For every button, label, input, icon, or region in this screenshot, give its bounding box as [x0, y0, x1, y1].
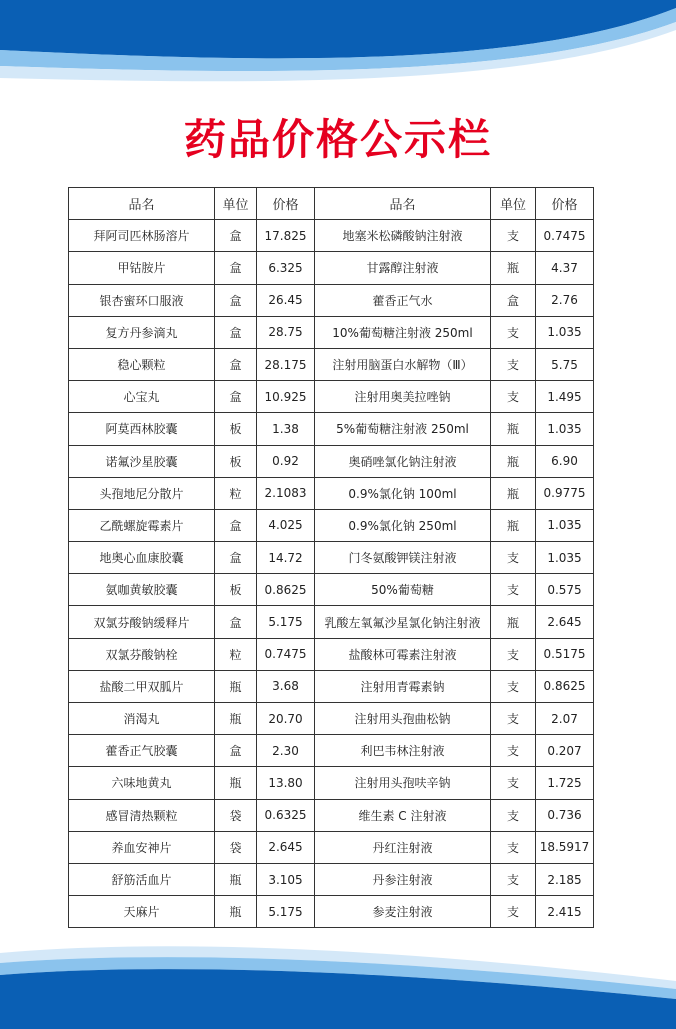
unit-right: 支	[491, 348, 536, 380]
price-left: 0.6325	[257, 799, 315, 831]
price-left: 3.105	[257, 863, 315, 895]
unit-right: 支	[491, 670, 536, 702]
drug-name-right: 注射用脑蛋白水解物（Ⅲ）	[315, 348, 491, 380]
price-left: 1.38	[257, 413, 315, 445]
table-row	[69, 638, 594, 670]
table-row	[69, 606, 594, 638]
unit-right: 瓶	[491, 252, 536, 284]
table-row	[69, 670, 594, 702]
price-right: 4.37	[536, 252, 594, 284]
price-left: 0.7475	[257, 638, 315, 670]
price-right: 2.415	[536, 896, 594, 928]
unit-left: 盒	[215, 252, 257, 284]
table-row	[69, 316, 594, 348]
price-left: 0.92	[257, 445, 315, 477]
price-right: 6.90	[536, 445, 594, 477]
unit-left: 瓶	[215, 670, 257, 702]
drug-name-right: 地塞米松磷酸钠注射液	[315, 220, 491, 252]
bottom-wave-decoration	[0, 929, 676, 1029]
price-left: 2.30	[257, 735, 315, 767]
price-left: 20.70	[257, 703, 315, 735]
drug-name-right: 奥硝唑氯化钠注射液	[315, 445, 491, 477]
drug-name-right: 注射用青霉素钠	[315, 670, 491, 702]
drug-name-left: 心宝丸	[69, 381, 215, 413]
unit-left: 盒	[215, 542, 257, 574]
price-table	[68, 187, 594, 928]
drug-name-left: 舒筋活血片	[69, 863, 215, 895]
unit-left: 粒	[215, 477, 257, 509]
unit-left: 粒	[215, 638, 257, 670]
table-row	[69, 252, 594, 284]
price-left: 2.645	[257, 831, 315, 863]
price-left: 3.68	[257, 670, 315, 702]
drug-name-right: 甘露醇注射液	[315, 252, 491, 284]
drug-name-right: 注射用头孢曲松钠	[315, 703, 491, 735]
unit-left: 盒	[215, 735, 257, 767]
drug-name-left: 双氯芬酸钠栓	[69, 638, 215, 670]
unit-left: 瓶	[215, 863, 257, 895]
header-price-left: 价格	[257, 188, 315, 220]
table-body	[69, 220, 594, 928]
unit-left: 盒	[215, 606, 257, 638]
price-right: 0.9775	[536, 477, 594, 509]
table-header-row	[69, 188, 594, 220]
unit-left: 盒	[215, 220, 257, 252]
table-row	[69, 799, 594, 831]
unit-right: 瓶	[491, 509, 536, 541]
unit-left: 板	[215, 574, 257, 606]
table-row	[69, 735, 594, 767]
unit-right: 瓶	[491, 477, 536, 509]
price-left: 0.8625	[257, 574, 315, 606]
drug-name-left: 感冒清热颗粒	[69, 799, 215, 831]
unit-right: 瓶	[491, 445, 536, 477]
top-wave-decoration	[0, 0, 676, 100]
drug-name-left: 六味地黄丸	[69, 767, 215, 799]
drug-name-right: 0.9%氯化钠 250ml	[315, 509, 491, 541]
drug-name-left: 甲钴胺片	[69, 252, 215, 284]
drug-name-right: 10%葡萄糖注射液 250ml	[315, 316, 491, 348]
drug-name-left: 地奥心血康胶囊	[69, 542, 215, 574]
drug-name-left: 阿莫西林胶囊	[69, 413, 215, 445]
table-row	[69, 413, 594, 445]
unit-left: 瓶	[215, 767, 257, 799]
drug-name-left: 养血安神片	[69, 831, 215, 863]
price-right: 2.07	[536, 703, 594, 735]
price-left: 10.925	[257, 381, 315, 413]
header-name-left: 品名	[69, 188, 215, 220]
drug-name-right: 0.9%氯化钠 100ml	[315, 477, 491, 509]
table-row	[69, 381, 594, 413]
drug-name-left: 头孢地尼分散片	[69, 477, 215, 509]
drug-name-right: 丹参注射液	[315, 863, 491, 895]
unit-right: 支	[491, 703, 536, 735]
price-left: 14.72	[257, 542, 315, 574]
drug-name-left: 盐酸二甲双胍片	[69, 670, 215, 702]
unit-left: 瓶	[215, 703, 257, 735]
unit-left: 板	[215, 445, 257, 477]
unit-right: 支	[491, 638, 536, 670]
drug-name-left: 乙酰螺旋霉素片	[69, 509, 215, 541]
price-right: 1.035	[536, 413, 594, 445]
page-title: 药品价格公示栏	[183, 115, 492, 164]
price-right: 0.5175	[536, 638, 594, 670]
table-row	[69, 220, 594, 252]
price-left: 5.175	[257, 606, 315, 638]
unit-right: 支	[491, 863, 536, 895]
table-row	[69, 863, 594, 895]
unit-left: 盒	[215, 509, 257, 541]
price-left: 26.45	[257, 284, 315, 316]
unit-right: 支	[491, 574, 536, 606]
table-row	[69, 542, 594, 574]
price-left: 6.325	[257, 252, 315, 284]
drug-name-right: 丹红注射液	[315, 831, 491, 863]
table-row	[69, 477, 594, 509]
drug-name-left: 银杏蜜环口服液	[69, 284, 215, 316]
unit-left: 瓶	[215, 896, 257, 928]
price-left: 17.825	[257, 220, 315, 252]
drug-name-left: 复方丹参滴丸	[69, 316, 215, 348]
unit-right: 支	[491, 799, 536, 831]
price-left: 13.80	[257, 767, 315, 799]
price-right: 1.035	[536, 316, 594, 348]
drug-name-left: 诺氟沙星胶囊	[69, 445, 215, 477]
table-row	[69, 348, 594, 380]
drug-name-left: 拜阿司匹林肠溶片	[69, 220, 215, 252]
header-unit-right: 单位	[491, 188, 536, 220]
drug-name-right: 乳酸左氧氟沙星氯化钠注射液	[315, 606, 491, 638]
unit-left: 盒	[215, 284, 257, 316]
unit-right: 瓶	[491, 606, 536, 638]
drug-name-left: 消渴丸	[69, 703, 215, 735]
table-row	[69, 767, 594, 799]
drug-name-right: 注射用奥美拉唑钠	[315, 381, 491, 413]
drug-name-left: 藿香正气胶囊	[69, 735, 215, 767]
price-right: 18.5917	[536, 831, 594, 863]
price-right: 2.185	[536, 863, 594, 895]
drug-name-left: 氨咖黄敏胶囊	[69, 574, 215, 606]
price-right: 2.76	[536, 284, 594, 316]
price-right: 0.736	[536, 799, 594, 831]
drug-name-right: 利巴韦林注射液	[315, 735, 491, 767]
unit-right: 盒	[491, 284, 536, 316]
drug-name-right: 50%葡萄糖	[315, 574, 491, 606]
drug-name-right: 注射用头孢呋辛钠	[315, 767, 491, 799]
table-row	[69, 896, 594, 928]
price-left: 2.1083	[257, 477, 315, 509]
header-name-right: 品名	[315, 188, 491, 220]
header-price-right: 价格	[536, 188, 594, 220]
price-right: 1.035	[536, 542, 594, 574]
price-left: 28.175	[257, 348, 315, 380]
unit-left: 盒	[215, 348, 257, 380]
price-right: 1.725	[536, 767, 594, 799]
price-right: 0.8625	[536, 670, 594, 702]
drug-name-left: 稳心颗粒	[69, 348, 215, 380]
price-right: 0.575	[536, 574, 594, 606]
drug-name-right: 盐酸林可霉素注射液	[315, 638, 491, 670]
unit-right: 支	[491, 831, 536, 863]
unit-left: 盒	[215, 316, 257, 348]
unit-right: 支	[491, 735, 536, 767]
header-unit-left: 单位	[215, 188, 257, 220]
table-row	[69, 703, 594, 735]
price-right: 1.035	[536, 509, 594, 541]
drug-name-left: 天麻片	[69, 896, 215, 928]
unit-left: 袋	[215, 799, 257, 831]
unit-right: 支	[491, 767, 536, 799]
table-row	[69, 831, 594, 863]
drug-name-right: 维生素 C 注射液	[315, 799, 491, 831]
price-right: 5.75	[536, 348, 594, 380]
price-right: 0.207	[536, 735, 594, 767]
drug-name-right: 参麦注射液	[315, 896, 491, 928]
table-row	[69, 574, 594, 606]
drug-name-right: 5%葡萄糖注射液 250ml	[315, 413, 491, 445]
unit-left: 板	[215, 413, 257, 445]
unit-right: 支	[491, 220, 536, 252]
price-right: 2.645	[536, 606, 594, 638]
price-left: 28.75	[257, 316, 315, 348]
table-row	[69, 445, 594, 477]
unit-right: 支	[491, 381, 536, 413]
unit-right: 瓶	[491, 413, 536, 445]
drug-name-right: 门冬氨酸钾镁注射液	[315, 542, 491, 574]
drug-name-right: 藿香正气水	[315, 284, 491, 316]
price-left: 4.025	[257, 509, 315, 541]
unit-left: 盒	[215, 381, 257, 413]
table-row	[69, 509, 594, 541]
unit-right: 支	[491, 542, 536, 574]
table-row	[69, 284, 594, 316]
unit-left: 袋	[215, 831, 257, 863]
price-left: 5.175	[257, 896, 315, 928]
price-right: 0.7475	[536, 220, 594, 252]
unit-right: 支	[491, 896, 536, 928]
price-right: 1.495	[536, 381, 594, 413]
unit-right: 支	[491, 316, 536, 348]
drug-name-left: 双氯芬酸钠缓释片	[69, 606, 215, 638]
